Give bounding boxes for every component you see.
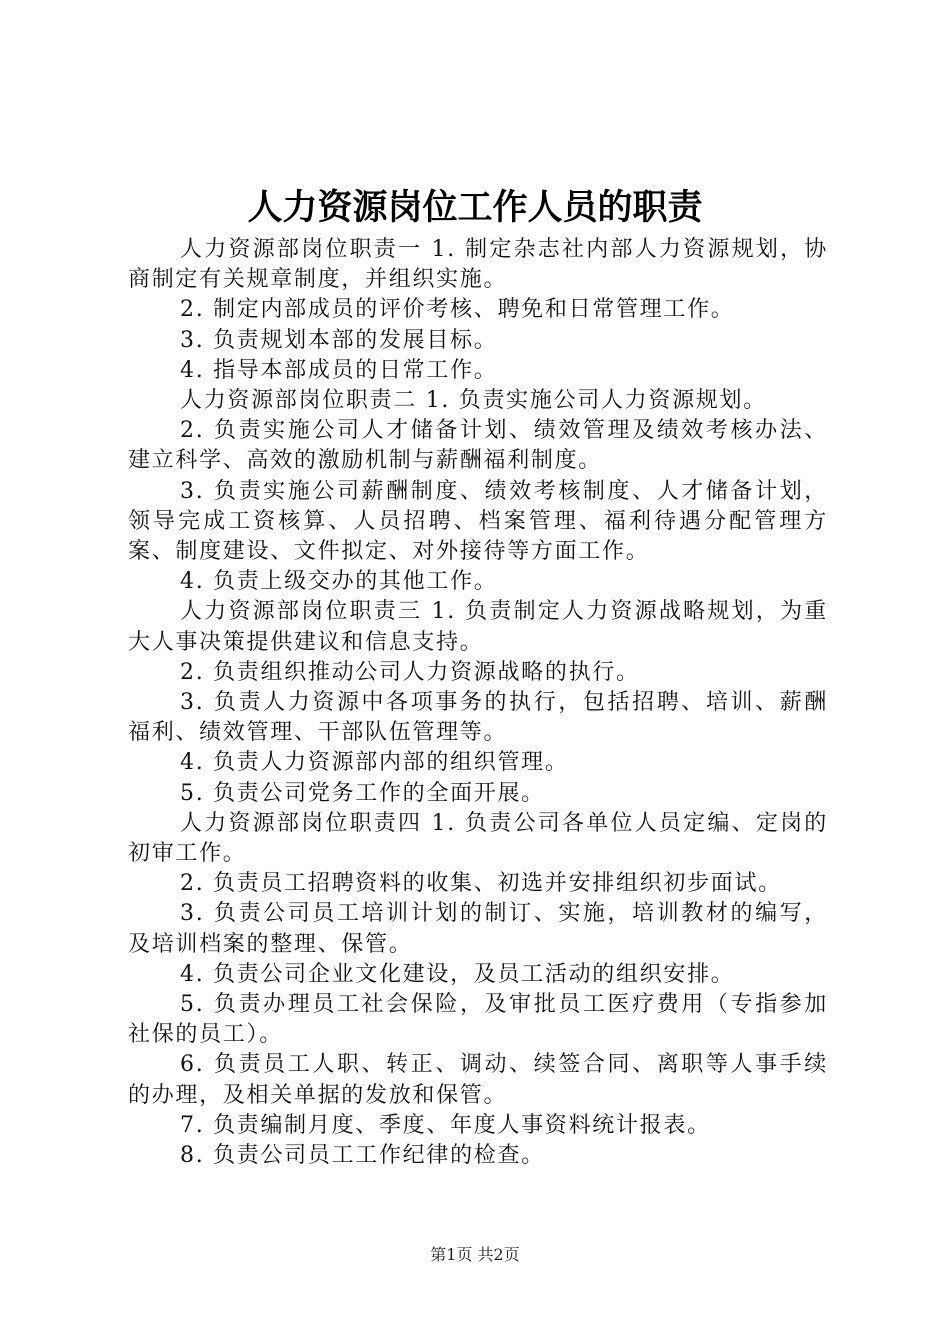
paragraph: 2. 负责实施公司人才储备计划、绩效管理及绩效考核办法、建立科学、高效的激励机制与薪酬福利制度。 — [128, 418, 828, 474]
paragraph: 7. 负责编制月度、季度、年度人事资料统计报表。 — [180, 1112, 711, 1138]
paragraph: 人力资源部岗位职责二 1. 负责实施公司人力资源规划。 — [180, 388, 767, 414]
paragraph: 人力资源部岗位职责一 1. 制定杂志社内部人力资源规划，协商制定有关规章制度，并组织实施。 — [128, 237, 828, 293]
document-body — [128, 235, 828, 1171]
paragraph: 2. 负责组织推动公司人力资源战略的执行。 — [180, 659, 640, 685]
paragraph: 5. 负责办理员工社会保险，及审批员工医疗费用（专指参加社保的员工）。 — [128, 992, 828, 1048]
paragraph: 4. 负责人力资源部内部的组织管理。 — [180, 750, 569, 776]
paragraph: 3. 负责公司员工培训计划的制订、实施，培训教材的编写，及培训档案的整理、保管。 — [128, 901, 828, 957]
paragraph: 6. 负责员工人职、转正、调动、续签合同、离职等人事手续的办理，及相关单据的发放和保管。 — [128, 1052, 828, 1108]
paragraph: 4. 指导本部成员的日常工作。 — [180, 357, 498, 383]
paragraph: 3. 负责规划本部的发展目标。 — [180, 327, 498, 353]
paragraph: 5. 负责公司党务工作的全面开展。 — [180, 780, 545, 806]
paragraph: 2. 制定内部成员的评价考核、聘免和日常管理工作。 — [180, 297, 735, 323]
page-number-footer: 第1页 共2页 — [430, 1245, 520, 1264]
paragraph: 人力资源部岗位职责四 1. 负责公司各单位人员定编、定岗的初审工作。 — [128, 810, 828, 867]
paragraph: 人力资源部岗位职责三 1. 负责制定人力资源战略规划，为重大人事决策提供建议和信息支持。 — [128, 599, 828, 655]
paragraph: 3. 负责实施公司薪酬制度、绩效考核制度、人才储备计划，领导完成工资核算、人员招聘、档案管理、福利待遇分配管理方案、制度建设、文件拟定、对外接待等方面工作。 — [128, 478, 828, 565]
paragraph: 3. 负责人力资源中各项事务的执行，包括招聘、培训、薪酬福利、绩效管理、干部队伍管理等。 — [128, 690, 828, 746]
paragraph: 4. 负责上级交办的其他工作。 — [180, 569, 498, 595]
paragraph: 2. 负责员工招聘资料的收集、初选并安排组织初步面试。 — [180, 871, 782, 897]
paragraph: 8. 负责公司员工工作纪律的检查。 — [180, 1143, 545, 1169]
paragraph: 4. 负责公司企业文化建设，及员工活动的组织安排。 — [180, 961, 735, 987]
document-title: 人力资源岗位工作人员的职责 — [247, 188, 703, 228]
